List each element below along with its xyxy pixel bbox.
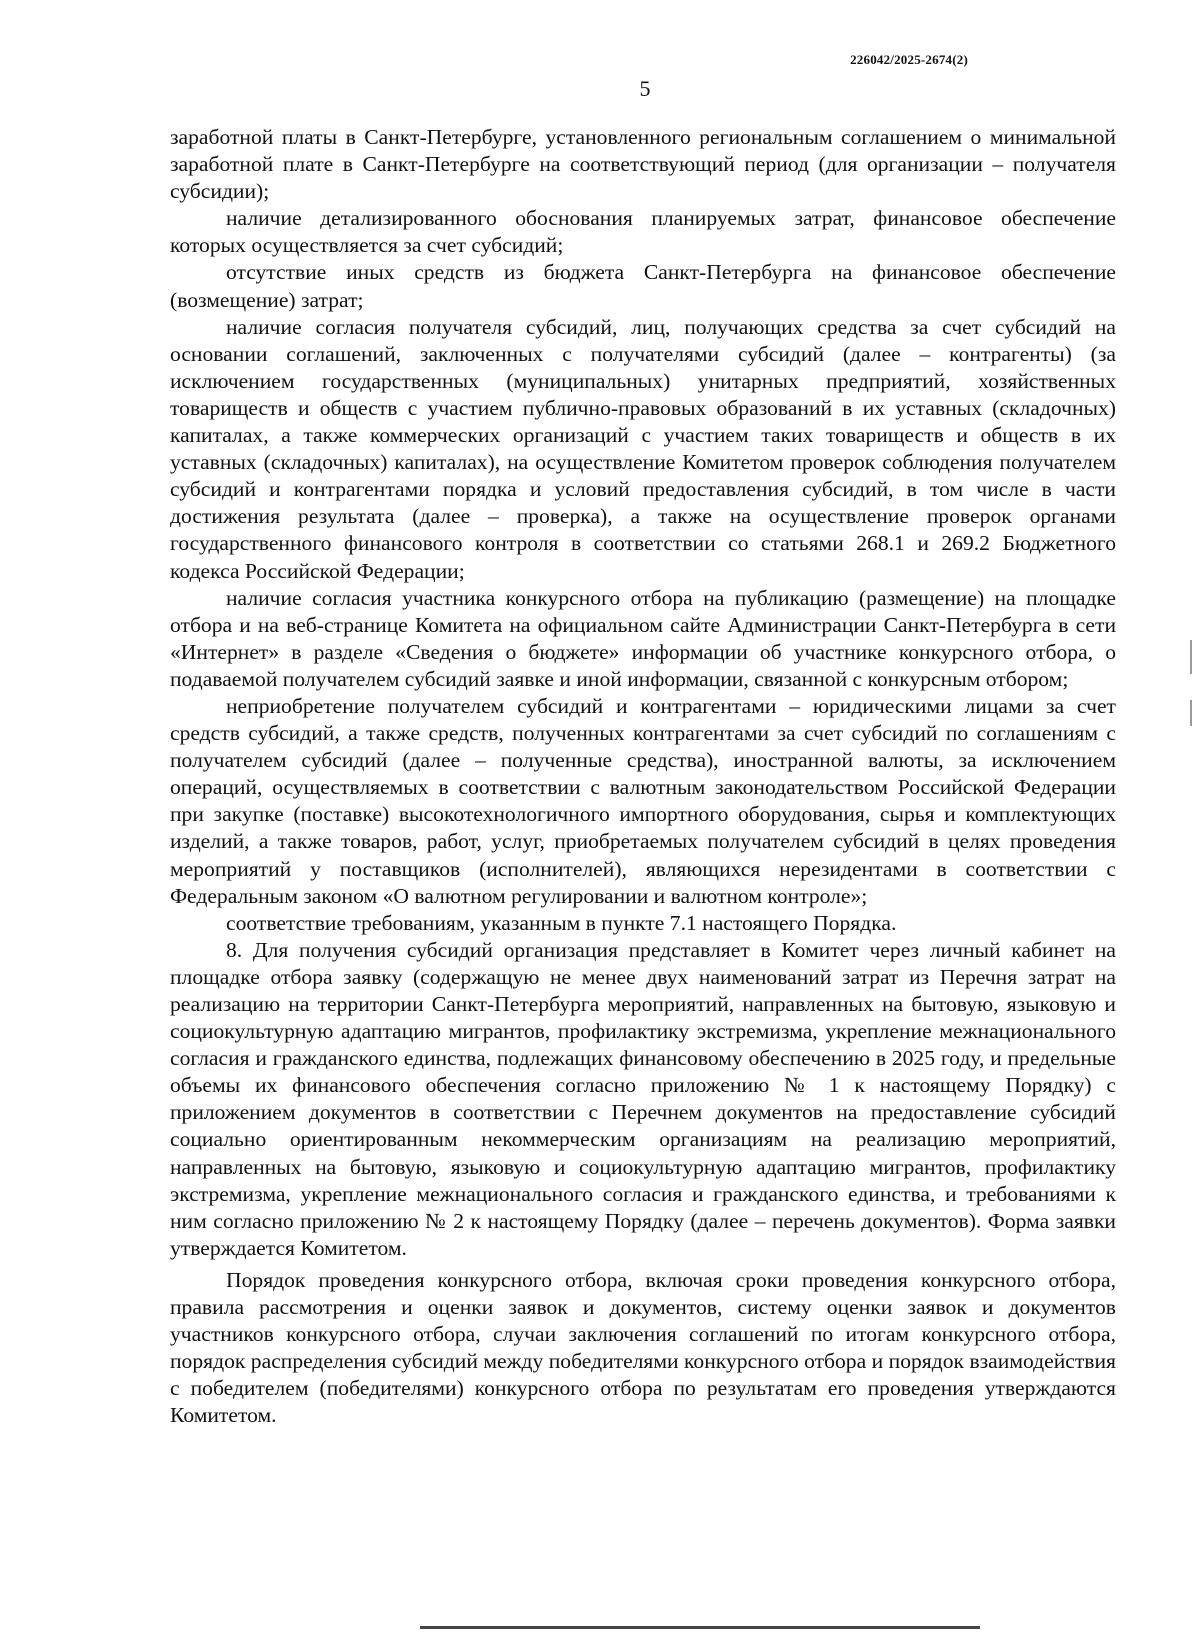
- scan-edge-mark: [1190, 700, 1192, 726]
- scan-bottom-rule: [420, 1626, 980, 1629]
- paragraph: неприобретение получателем субсидий и контрагентами – юридическими лицами за счет средств субсидий, а также средств, полученных контрагентами за счет субсидий по соглашениям с получателем субсидий (далее – полученные средства), иностранной валюты, за исключением операций, осуществляемых в соответствии с валютным законодательством Российской Федерации при закупке (поставке) высокотехнологичного импортного оборудования, сырья и комплектующих изделий, а также товаров, работ, услуг, приобретаемых получателем субсидий в целях проведения мероприятий у поставщиков (исполнителей), являющихся нерезидентами в соответствии с Федеральным законом «О валютном регулировании и валютном контроле»;: [170, 693, 1116, 908]
- paragraph: заработной платы в Санкт-Петербурге, установленного региональным соглашением о минимальной заработной плате в Санкт-Петербурге на соответствующий период (для организации – получателя субсидии);: [170, 125, 1116, 204]
- paragraph: наличие согласия получателя субсидий, лиц, получающих средства за счет субсидий на основании соглашений, заключенных с получателями субсидий (далее – контрагенты) (за исключением государственных (муниципальных) унитарных предприятий, хозяйственных товариществ и обществ с участием публично-правовых образований в их уставных (складочных) капиталах, а также коммерческих организаций с участием таких товариществ и обществ в их уставных (складочных) капиталах), на осуществление Комитетом проверок соблюдения получателем субсидий и контрагентами порядка и условий предоставления субсидий, в том числе в части достижения результата (далее – проверка), а также на осуществление проверок органами государственного финансового контроля в соответствии со статьями 268.1 и 269.2 Бюджетного кодекса Российской Федерации;: [170, 314, 1116, 583]
- document-id: 226042/2025-2674(2): [850, 52, 968, 67]
- document-body: [170, 124, 1116, 1430]
- paragraph: отсутствие иных средств из бюджета Санкт-Петербурга на финансовое обеспечение (возмещение) затрат;: [170, 260, 1116, 312]
- paragraph: 8. Для получения субсидий организация представляет в Комитет через личный кабинет на площадке отбора заявку (содержащую не менее двух наименований затрат из Перечня затрат на реализацию на территории Санкт-Петербурга мероприятий, направленных на бытовую, языковую и социокультурную адаптацию мигрантов, профилактику экстремизма, укрепление межнационального согласия и гражданского единства, подлежащих финансовому обеспечению в 2025 году, и предельные объемы их финансового обеспечения согласно приложению № 1 к настоящему Порядку) с приложением документов в соответствии с Перечнем документов на предоставление субсидий социально ориентированным некоммерческим организациям на реализацию мероприятий, направленных на бытовую, языковую и социокультурную адаптацию мигрантов, профилактику экстремизма, укрепление межнационального согласия и гражданского единства, и требованиями к ним согласно приложению № 2 к настоящему Порядку (далее – перечень документов). Форма заявки утверждается Комитетом.: [170, 937, 1116, 1260]
- paragraph: Порядок проведения конкурсного отбора, включая сроки проведения конкурсного отбора, правила рассмотрения и оценки заявок и документов, систему оценки заявок и документов участников конкурсного отбора, случаи заключения соглашений по итогам конкурсного отбора, порядок распределения субсидий между победителями конкурсного отбора и порядок взаимодействия с победителем (победителями) конкурсного отбора по результатам его проведения утверждаются Комитетом.: [170, 1267, 1116, 1428]
- paragraph: наличие согласия участника конкурсного отбора на публикацию (размещение) на площадке отбора и на веб-странице Комитета на официальном сайте Администрации Санкт-Петербурга в сети «Интернет» в разделе «Сведения о бюджете» информации об участнике конкурсного отбора, о подаваемой получателем субсидий заявке и иной информации, связанной с конкурсным отбором;: [170, 585, 1116, 691]
- page-number: 5: [639, 76, 651, 101]
- paragraph: соответствие требованиям, указанным в пункте 7.1 настоящего Порядка.: [226, 910, 897, 935]
- scan-edge-mark: [1190, 640, 1192, 674]
- paragraph: наличие детализированного обоснования планируемых затрат, финансовое обеспечение которых осуществляется за счет субсидий;: [170, 206, 1116, 258]
